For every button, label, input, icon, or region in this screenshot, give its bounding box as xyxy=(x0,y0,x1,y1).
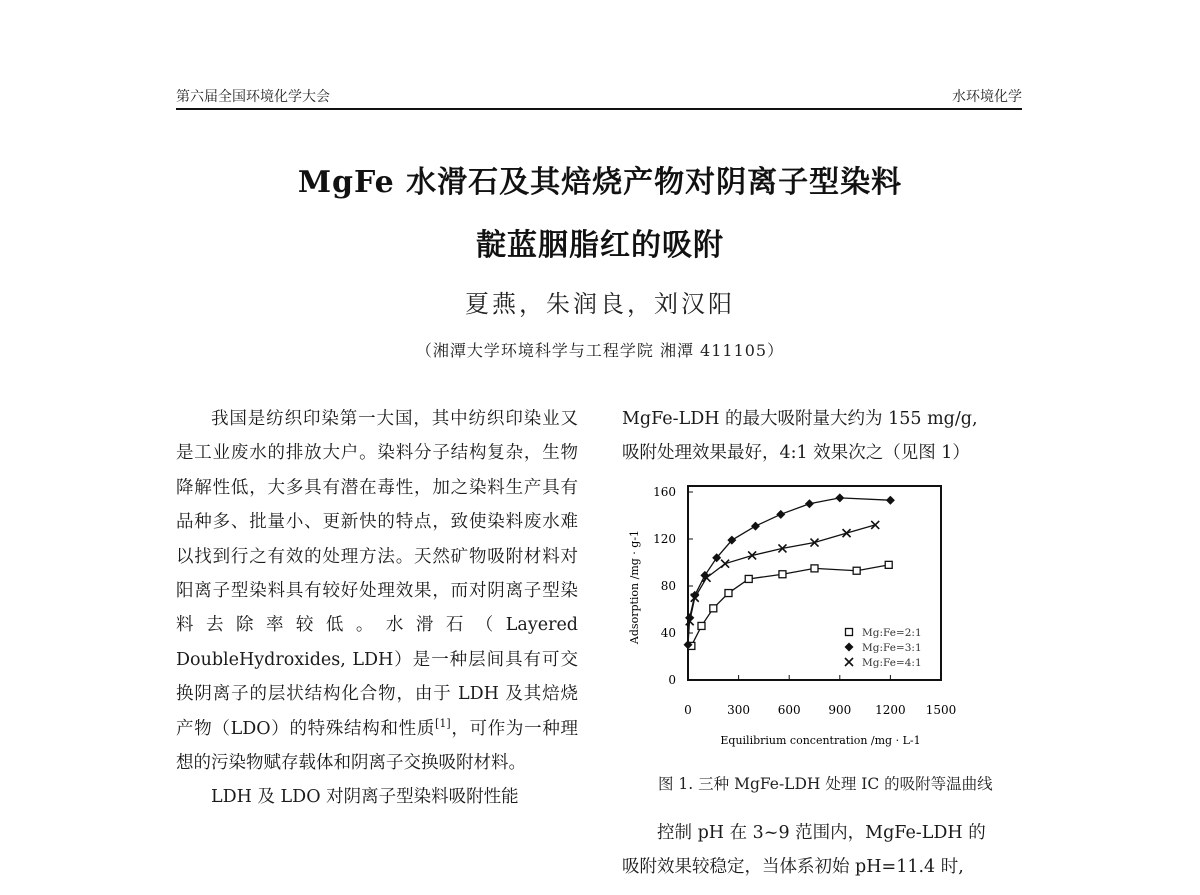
data-point xyxy=(843,529,851,537)
affiliation: （湘潭大学环境科学与工程学院 湘潭 411105） xyxy=(415,341,785,360)
legend-marker xyxy=(845,643,854,652)
legend-label: Mg:Fe=2:1 xyxy=(862,627,922,639)
data-point xyxy=(745,575,752,582)
y-tick-label: 0 xyxy=(668,673,676,687)
chart xyxy=(622,480,1022,780)
paragraph-2-start: LDH 及 LDO 对阴离子型染料吸附性能 xyxy=(211,787,519,808)
text-line: 我国是纺织印染第一大国，其中纺织印 xyxy=(211,409,524,429)
y-tick-label: 160 xyxy=(653,485,676,499)
text-line: 染业又是工业废水的排放大户。染料分子结 xyxy=(176,409,579,464)
line: 吸附处理效果最好，4:1 效果次之（见图 1） xyxy=(622,443,970,464)
text-line: 除率较低。水滑石（Layered Double xyxy=(176,615,578,670)
data-point xyxy=(871,521,879,529)
authors: 夏燕，朱润良，刘汉阳 xyxy=(465,290,735,318)
data-point xyxy=(885,561,892,568)
paper-title-line-2: 靛蓝胭脂红的吸附 xyxy=(476,228,724,263)
paper-title-line-1: MgFe 水滑石及其焙烧产物对阴离子型染料 xyxy=(297,165,903,200)
text-line: 构复杂，生物降解性低，大多具有潜在毒性， xyxy=(176,443,579,498)
left-column xyxy=(176,402,578,815)
paragraph-intro xyxy=(176,402,578,780)
legend-marker xyxy=(846,629,853,636)
text-line: 料具有较好处理效果，而对阴离子型染料去 xyxy=(176,581,579,636)
text-line: 处理方法。天然矿物吸附材料对阳离子型染 xyxy=(176,546,579,602)
x-tick-label: 1200 xyxy=(875,703,906,717)
right-column-top xyxy=(622,402,1024,471)
text-line: 加之染料生产具有品种多、批量小、更新快 xyxy=(176,477,579,533)
legend-label: Mg:Fe=4:1 xyxy=(862,657,922,669)
data-point xyxy=(698,622,705,629)
x-axis-label: Equilibrium concentration /mg · L-1 xyxy=(720,734,921,747)
data-point xyxy=(710,605,717,612)
data-point xyxy=(886,496,895,505)
y-axis-label: Adsorption /mg · g-1 xyxy=(628,529,641,645)
data-point xyxy=(721,560,729,568)
text-line: 的特点，致使染料废水难以找到行之有效的 xyxy=(176,512,579,567)
data-point xyxy=(751,522,760,531)
data-point xyxy=(805,499,814,508)
text: ，可 xyxy=(450,718,488,739)
x-tick-label: 600 xyxy=(777,703,801,717)
line: 吸附效果较稳定，当体系初始 pH=11.4 时, xyxy=(622,857,964,878)
y-tick-label: 40 xyxy=(660,626,676,640)
citation: [1] xyxy=(435,716,451,730)
line: 控制 pH 在 3~9 范围内，MgFe-LDH 的 xyxy=(657,823,986,843)
text-line: 交换吸附材料。 xyxy=(403,753,526,774)
conference-name: 第六届全国环境化学大会 xyxy=(176,89,330,105)
x-tick-label: 0 xyxy=(684,703,692,717)
text-line: 阴离子的层状结构化合物，由于 LDH 及其 xyxy=(194,684,543,705)
figure-1-adsorption-isotherm xyxy=(622,480,1022,780)
text-line: 作为一种理想的污染物赋存载体和阴离子 xyxy=(176,718,579,774)
data-point xyxy=(779,571,786,578)
data-point xyxy=(853,567,860,574)
text-line: 焙烧产物（LDO）的特殊结构和性质 xyxy=(176,684,578,739)
x-tick-label: 300 xyxy=(727,703,751,717)
legend-label: Mg:Fe=3:1 xyxy=(862,642,922,654)
y-tick-label: 120 xyxy=(653,532,676,546)
x-tick-label: 1500 xyxy=(925,703,957,717)
y-tick-label: 80 xyxy=(660,579,676,593)
series-line xyxy=(691,565,888,646)
data-point xyxy=(776,510,785,519)
right-column-bottom xyxy=(622,816,1024,885)
legend-marker xyxy=(845,658,853,666)
data-point xyxy=(725,590,732,597)
x-tick-label: 900 xyxy=(828,703,852,717)
running-header xyxy=(176,86,1022,110)
text-line: Hydroxides, LDH）是一种层间具有可交换 xyxy=(176,649,578,705)
line: MgFe-LDH 的最大吸附量大约为 155 mg/g, xyxy=(622,409,978,429)
figure-caption: 图 1. 三种 MgFe-LDH 处理 IC 的吸附等温曲线 xyxy=(658,775,993,793)
section-name: 水环境化学 xyxy=(952,89,1022,105)
data-point xyxy=(811,565,818,572)
data-point xyxy=(835,493,844,502)
